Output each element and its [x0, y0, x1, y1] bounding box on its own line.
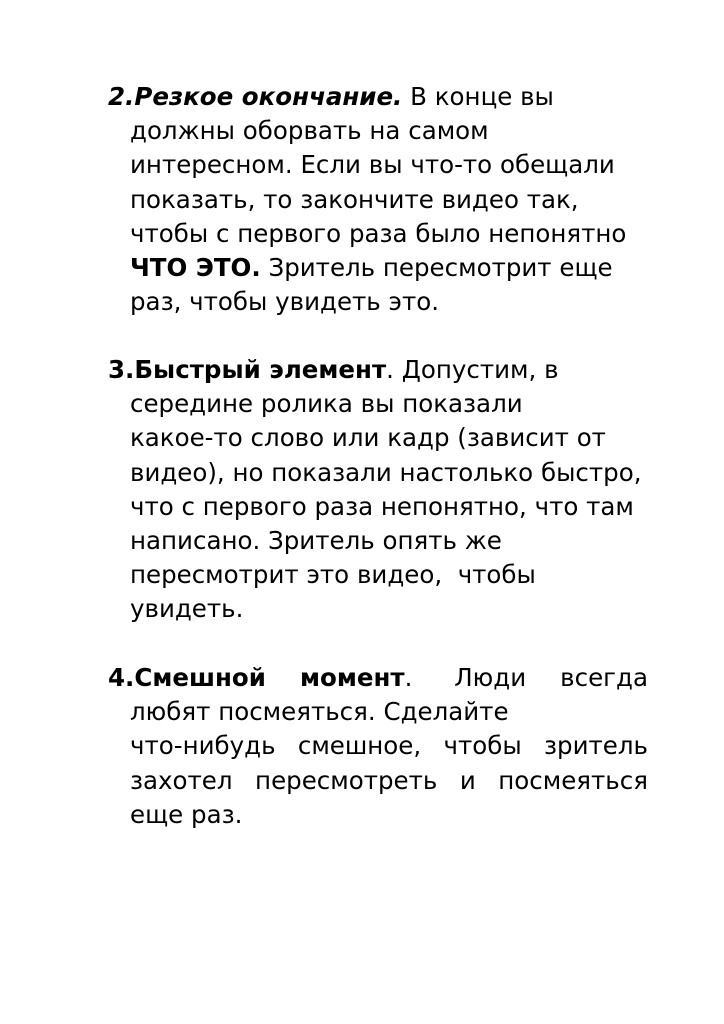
item-title-group: [108, 661, 266, 695]
item-line: [108, 353, 648, 387]
item-line: [108, 80, 648, 114]
item-title: Быстрый элемент: [134, 355, 387, 384]
item-text: . Допустим, в: [386, 355, 559, 384]
item-title-group: [300, 661, 420, 695]
item-line: должны оборвать на самом: [130, 116, 489, 146]
item-line: показать, то закончите видео так,: [130, 184, 579, 214]
item-line: [108, 251, 648, 285]
item-line: еще раз.: [130, 799, 243, 829]
item-word: всегда: [560, 663, 648, 692]
item-line: какое-то слово или кадр (зависит от: [130, 423, 606, 453]
item-word: Люди: [454, 663, 527, 692]
item-title: Резкое окончание.: [134, 82, 403, 111]
item-text: .: [404, 663, 421, 692]
emphasis-text: ЧТО ЭТО.: [130, 253, 261, 283]
item-word: что-нибудь: [130, 731, 276, 761]
item-word: смешное,: [297, 731, 422, 761]
item-title-word: момент: [299, 663, 405, 692]
item-word: чтобы: [443, 731, 522, 761]
item-text: В конце вы: [402, 82, 554, 111]
item-line: [108, 729, 648, 763]
item-line: пересмотрит это видео, чтобы: [130, 560, 536, 590]
item-line: [108, 661, 648, 695]
item-line: [108, 764, 648, 798]
item-line: написано. Зритель опять же: [130, 526, 502, 556]
item-number: 2.: [108, 82, 135, 111]
item-word: посмеяться: [498, 765, 648, 795]
list-item-fast-element: [108, 353, 648, 627]
item-word: захотел: [130, 765, 233, 795]
item-line: интересном. Если вы что-то обещали: [130, 150, 615, 180]
item-word: пересмотреть: [255, 765, 438, 795]
item-word: и: [459, 765, 476, 795]
item-word: зритель: [544, 731, 648, 761]
item-line: увидеть.: [130, 594, 244, 624]
item-line: чтобы с первого раза было непонятно: [130, 218, 627, 248]
item-line: что с первого раза непонятно, что там: [130, 491, 634, 521]
item-line: видео), но показали настолько быстро,: [130, 457, 642, 487]
item-line: любят посмеяться. Сделайте: [130, 697, 509, 727]
item-line: раз, чтобы увидеть это.: [130, 287, 440, 317]
item-number: 4.: [108, 663, 135, 692]
item-text: Зритель пересмотрит еще: [260, 253, 613, 283]
list-item-funny-moment: [108, 661, 648, 832]
item-title-word: Смешной: [134, 663, 266, 692]
item-number: 3.: [108, 355, 135, 384]
list-item-abrupt-ending: [108, 80, 648, 319]
item-line: середине ролика вы показали: [130, 389, 523, 419]
